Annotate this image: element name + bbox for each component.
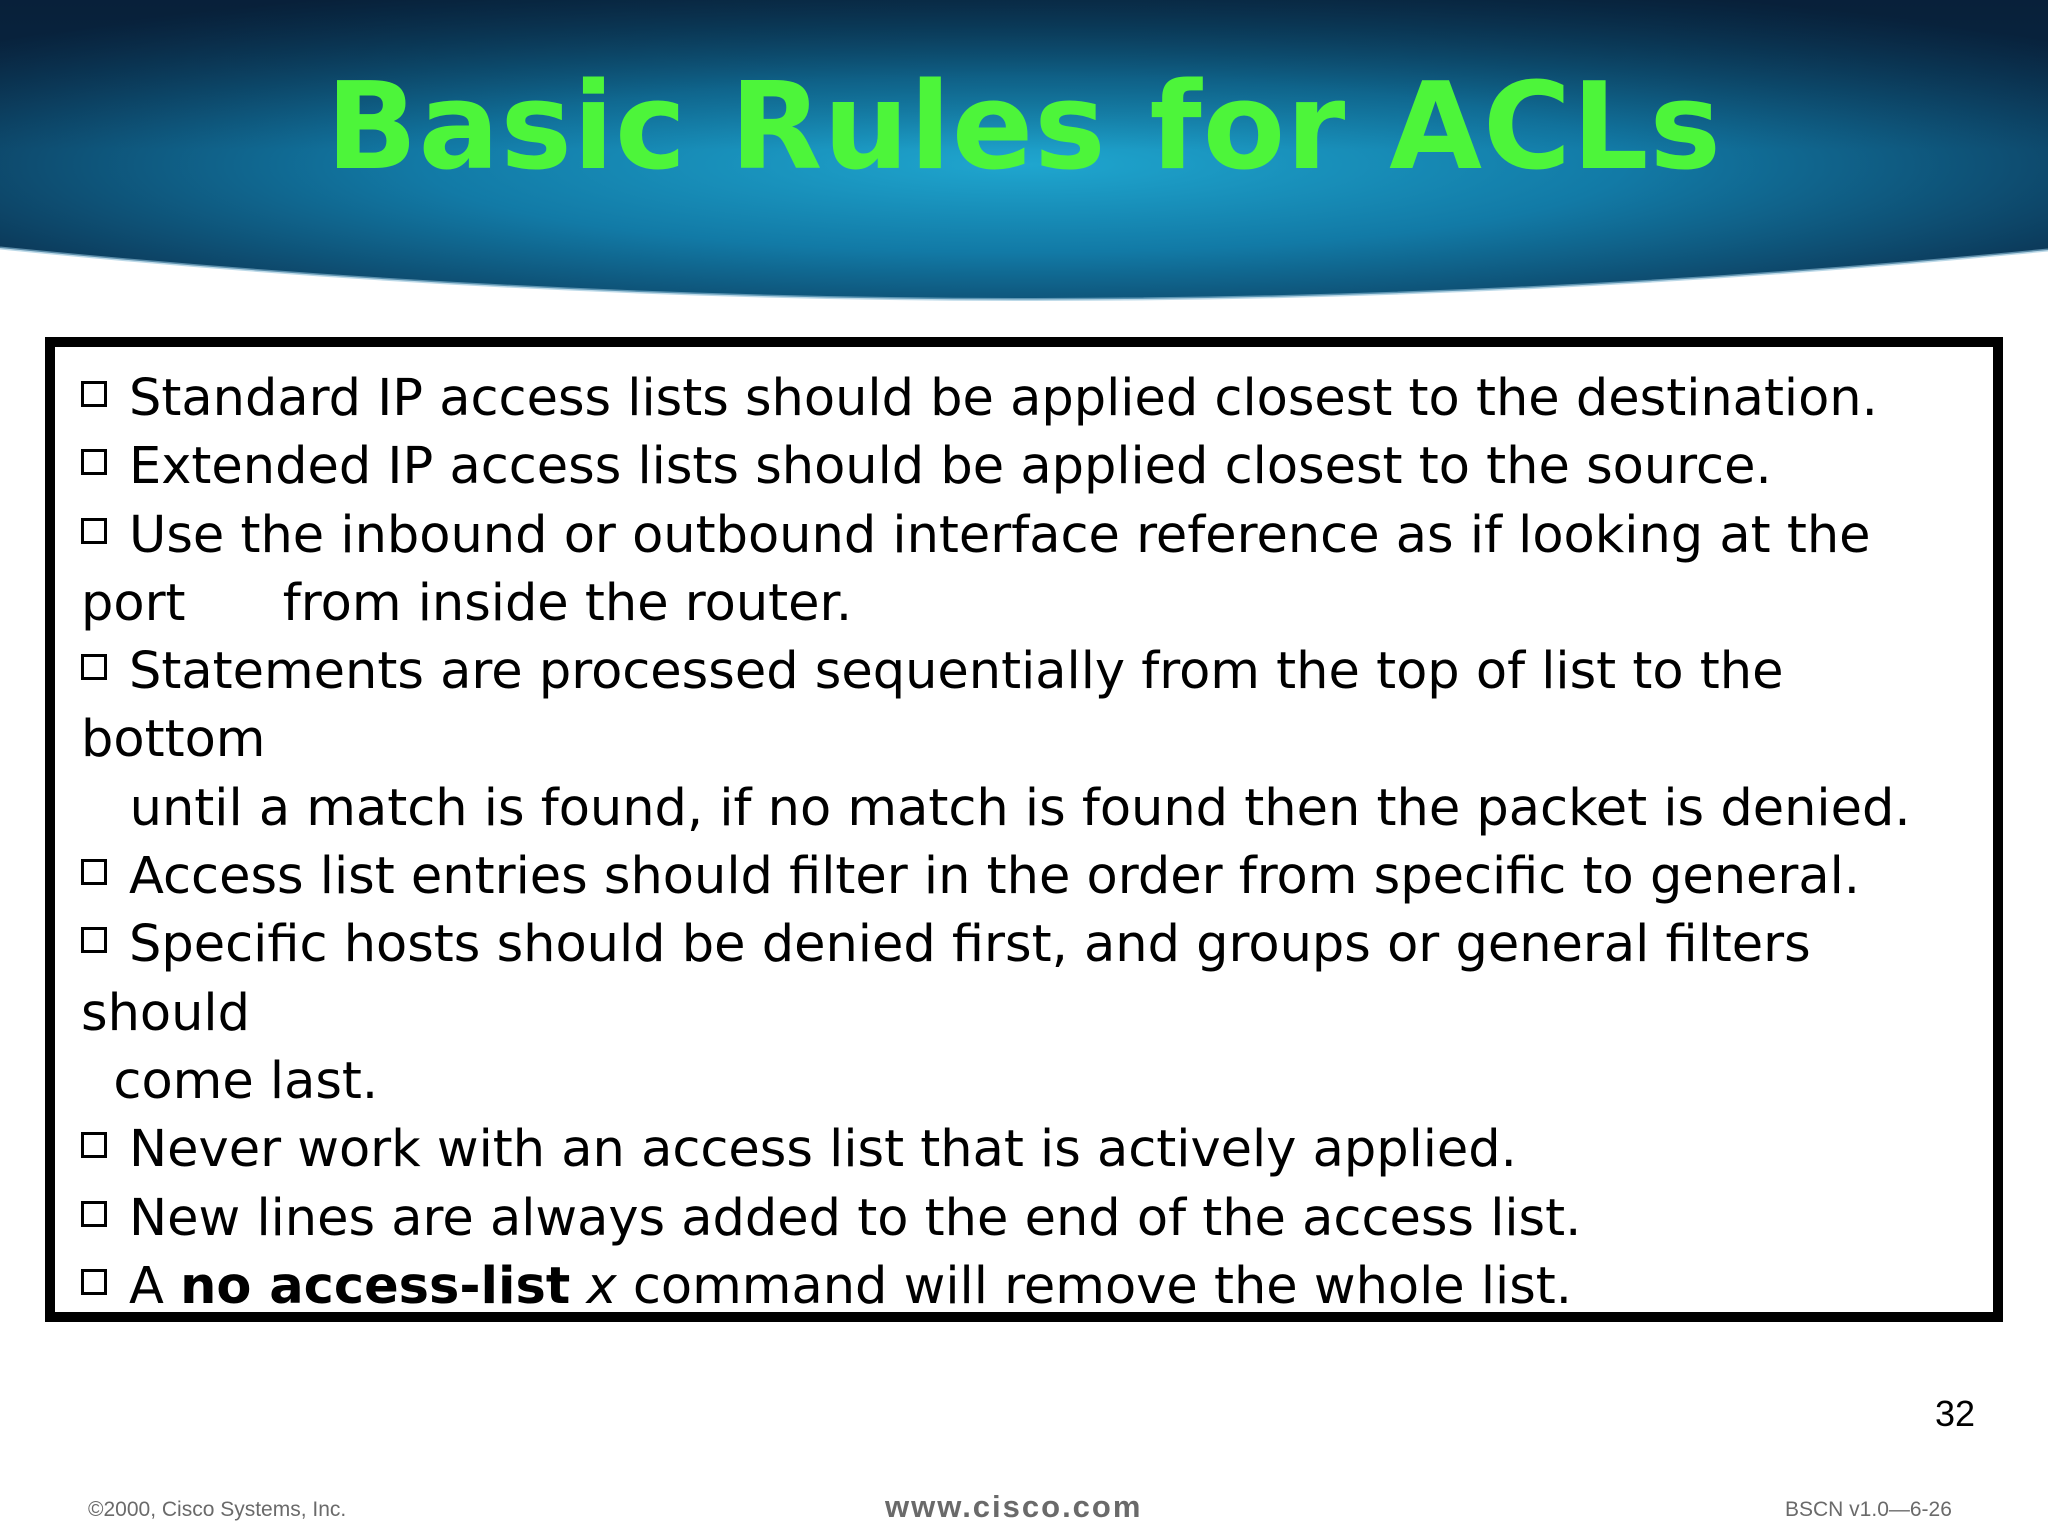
rule-text: Never work with an access list that is actively applied. (129, 1120, 1517, 1180)
rule-item (81, 365, 1983, 433)
rule-text: Access list entries should filter in the order from specific to general. (129, 847, 1861, 907)
rule-continuation: bottom (81, 710, 266, 770)
rule-item (81, 911, 1983, 979)
rule-item (81, 1185, 1983, 1253)
rule-text: Specific hosts should be denied first, and groups or general filters (129, 915, 1811, 975)
footer-course-ref: BSCN v1.0—6-26 (1785, 1498, 1952, 1521)
rule-text: Statements are processed sequentially from the top of list to the (129, 642, 1784, 702)
rule-continuation: should (81, 983, 250, 1043)
rule-text: New lines are always added to the end of the access list. (129, 1188, 1582, 1248)
rules-box (45, 337, 2003, 1322)
checkbox-bullet-icon (81, 445, 115, 485)
checkbox-bullet-icon (81, 855, 115, 895)
rule-text: Standard IP access lists should be applied closest to the destination. (129, 369, 1878, 428)
rule-continuation: come last. (81, 1051, 379, 1111)
rule-item (81, 638, 1983, 706)
checkbox-bullet-icon (81, 1197, 115, 1237)
footer-website: www.cisco.com (885, 1489, 1143, 1524)
rule-item (81, 502, 1983, 570)
slide-title: Basic Rules for ACLs (326, 58, 1722, 197)
footer-copyright: ©2000, Cisco Systems, Inc. (88, 1498, 347, 1521)
checkbox-bullet-icon (81, 1128, 115, 1168)
command-keyword: no access-list (180, 1256, 571, 1316)
checkbox-bullet-icon (81, 377, 115, 417)
rule-continuation: port from inside the router. (81, 573, 853, 633)
rule-item (81, 1253, 1983, 1321)
checkbox-bullet-icon (81, 923, 115, 963)
checkbox-bullet-icon (81, 514, 115, 554)
rule-continuation: until a match is found, if no match is found then the packet is denied. (81, 778, 1911, 838)
page-number: 32 (1934, 1393, 1975, 1434)
rule-item (81, 843, 1983, 911)
rule-text: Extended IP access lists should be applied closest to the source. (129, 437, 1772, 497)
rule-item (81, 433, 1983, 501)
rule-item (81, 1116, 1983, 1184)
checkbox-bullet-icon (81, 650, 115, 690)
rule-text: command will remove the whole list. (616, 1256, 1572, 1316)
rule-text: A (129, 1256, 181, 1316)
command-argument: x (586, 1256, 617, 1316)
rule-text: Use the inbound or outbound interface reference as if looking at the (129, 505, 1871, 565)
checkbox-bullet-icon (81, 1265, 115, 1305)
